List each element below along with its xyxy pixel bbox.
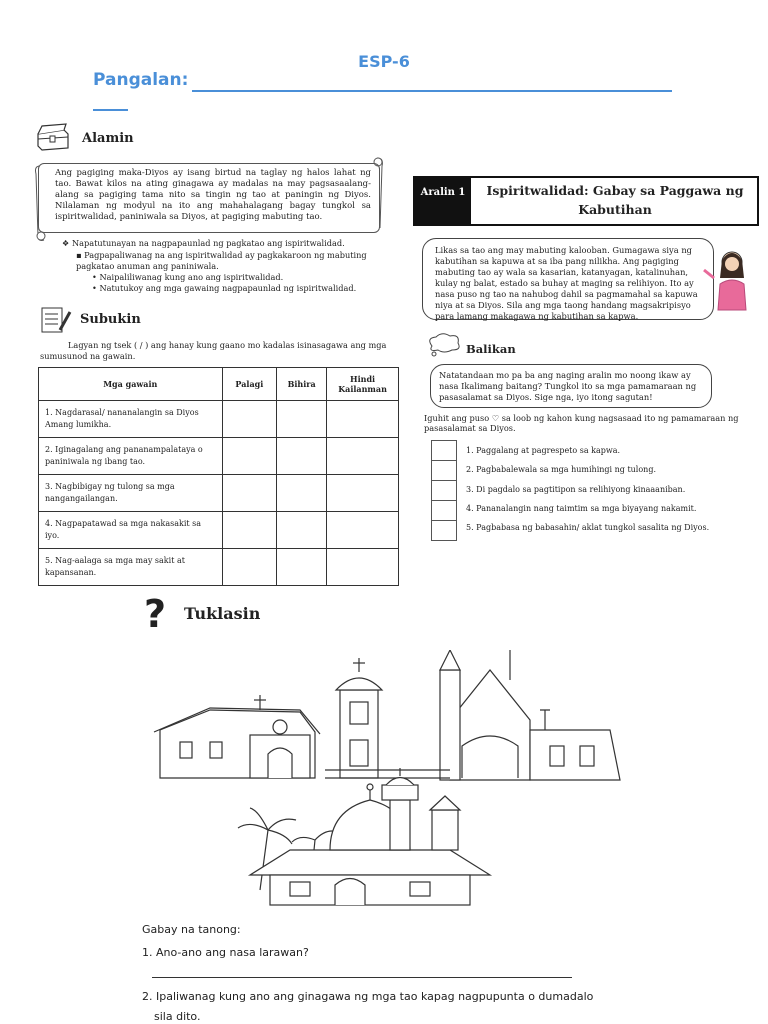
check-cell[interactable]: [277, 549, 327, 586]
check-cell[interactable]: [277, 401, 327, 438]
instruction-part: sa loob ng kahon kung nagsasaad ito ng pamamaraan ng pasasalamat sa Diyos.: [424, 413, 739, 433]
objective-main-text: Napatutunayan na nagpapaunlad ng pagkatao ang ispiritwalidad.: [71, 238, 345, 248]
check-cell[interactable]: [222, 401, 277, 438]
objective-main: [62, 238, 392, 249]
bullet-icon: ▪: [76, 250, 85, 260]
activity-cell: 5. Nag-aalaga sa mga may sakit at kapansanan.: [39, 549, 223, 586]
alamin-scroll-text: Ang pagiging maka-Diyos ay isang birtud na taglay ng halos lahat ng tao. Bawat kilos na ating ginagawa ay madalas na may pagsasaalang-alang sa pagiging tama nito sa tingin ng tao at paningin ng Diyos. Nilalaman ng modyul na ito ang mahahalagang bagay tungkol sa ispiritwalidad, paniniwala sa Diyos, at pagiging mabuting tao.: [38, 163, 380, 233]
activity-cell: 1. Nagdarasal/ nananalangin sa Diyos Amang lumikha.: [39, 401, 223, 438]
objective-item-text: Naipaliliwanag kung ano ang ispiritwalidad.: [99, 272, 284, 282]
objective-item-text: Natutukoy ang mga gawaing nagpapaunlad ng ispiritwalidad.: [99, 283, 357, 293]
guide-label: Gabay na tanong:: [142, 923, 241, 936]
check-cell[interactable]: [222, 549, 277, 586]
check-cell[interactable]: [327, 512, 399, 549]
thought-cloud-icon: [424, 332, 464, 358]
check-cell[interactable]: [327, 401, 399, 438]
name-blank-line-cont: [93, 109, 128, 111]
balikan-item: 4. Pananalangin nang taimtim sa mga biyayang nakamit.: [466, 504, 697, 513]
aralin-title: Ispiritwalidad: Gabay sa Paggawa ng Kabutihan: [486, 183, 744, 217]
name-blank-line: [192, 90, 672, 92]
answer-box[interactable]: [431, 460, 457, 480]
worksheet-title: ESP-6: [358, 52, 410, 71]
subukin-instruction: Lagyan ng tsek ( / ) ang hanay kung gaano mo kadalas isinasagawa ang mga sumusunod na gawain.: [40, 340, 387, 361]
name-label: Pangalan:: [93, 70, 189, 90]
instruction-part: Iguhit ang puso: [424, 413, 490, 423]
balikan-item: 5. Pagbabasa ng babasahin/ aklat tungkol sasalita ng Diyos.: [466, 523, 710, 532]
activity-table: [38, 367, 399, 586]
places-of-worship-illustration: [150, 650, 630, 910]
alamin-heading: Alamin: [82, 131, 134, 146]
balikan-item: 2. Pagbabalewala sa mga humihingi ng tulong.: [466, 465, 656, 474]
answer-line[interactable]: [152, 977, 572, 978]
aralin-tag: Aralin 1: [415, 178, 471, 224]
check-cell[interactable]: [327, 438, 399, 475]
question-2-cont: sila dito.: [154, 1010, 201, 1023]
teacher-figure-icon: [700, 248, 762, 312]
balikan-heading: Balikan: [466, 342, 516, 356]
balikan-item: 3. Di pagdalo sa pagtitipon sa relihiyong kinaaaniban.: [466, 485, 686, 494]
check-cell[interactable]: [222, 475, 277, 512]
check-cell[interactable]: [222, 512, 277, 549]
col-header: Mga gawain: [39, 368, 223, 401]
check-cell[interactable]: [327, 475, 399, 512]
aralin-banner: [413, 176, 759, 226]
objective-sub-text: Pagpapaliwanag na ang ispiritwalidad ay pagkakaroon ng mabuting pagkatao anuman ang paniniwala.: [76, 250, 367, 271]
notepad-pencil-icon: [38, 304, 72, 334]
objective-sub: [76, 250, 376, 272]
activity-cell: 4. Nagpapatawad sa mga nakasakit sa iyo.: [39, 512, 223, 549]
table-header-row: [39, 368, 399, 401]
check-cell[interactable]: [277, 475, 327, 512]
question-2: 2. Ipaliwanag kung ano ang ginagawa ng mga tao kapag nagpupunta o dumadalo: [142, 990, 594, 1003]
question-mark-icon: ?: [144, 592, 167, 636]
answer-box[interactable]: [431, 520, 457, 541]
table-row: [39, 475, 399, 512]
check-cell[interactable]: [277, 438, 327, 475]
balikan-item: 1. Paggalang at pagrespeto sa kapwa.: [466, 446, 621, 455]
col-header: Hindi Kailanman: [327, 368, 399, 401]
check-cell[interactable]: [277, 512, 327, 549]
answer-box[interactable]: [431, 500, 457, 520]
table-row: [39, 549, 399, 586]
intro-speech-bubble: Likas sa tao ang may mabuting kalooban. Gumagawa siya ng kabutihan sa kapuwa at sa iba pang nilikha. Ang pagiging mabuting tao ay wala sa kasarian, katanyagan, katalinuhan, kulay ng balat, estado sa buhay at maging sa relihiyon. Ito ay nasa puso ng tao na nahubog dahil sa pagmamahal sa kapuwa niya at sa Diyos. Sila ang mga taong handang magsakripisyo para lamang makagawa ng kabutihan sa kapwa.: [422, 238, 714, 320]
table-row: [39, 512, 399, 549]
answer-box[interactable]: [431, 440, 457, 460]
checkbox-column: [431, 440, 457, 541]
answer-box[interactable]: [431, 480, 457, 500]
balikan-instruction: [424, 413, 754, 433]
balikan-bubble: Natatandaan mo pa ba ang naging aralin mo noong ikaw ay nasa Ikalimang baitang? Tungkol ito sa mga pamamaraan ng pasasalamat sa Diyos. Sige nga, iyo itong sagutan!: [430, 364, 712, 408]
subukin-heading: Subukin: [80, 312, 141, 327]
activity-cell: 2. Iginagalang ang pananampalataya o paniniwala ng ibang tao.: [39, 438, 223, 475]
question-1: 1. Ano-ano ang nasa larawan?: [142, 946, 309, 959]
diamond-bullet-icon: ❖: [62, 238, 72, 248]
treasure-chest-icon: [34, 122, 72, 152]
objective-item: • Natutukoy ang mga gawaing nagpapaunlad ng ispiritwalidad.: [92, 283, 357, 293]
tuklasin-heading: Tuklasin: [184, 604, 261, 623]
check-cell[interactable]: [327, 549, 399, 586]
col-header: Palagi: [222, 368, 277, 401]
check-cell[interactable]: [222, 438, 277, 475]
col-header: Bihira: [277, 368, 327, 401]
activity-cell: 3. Nagbibigay ng tulong sa mga nangangailangan.: [39, 475, 223, 512]
table-row: [39, 401, 399, 438]
heart-icon: ♡: [491, 413, 500, 423]
table-row: [39, 438, 399, 475]
objective-item: • Naipaliliwanag kung ano ang ispiritwalidad.: [92, 272, 284, 282]
